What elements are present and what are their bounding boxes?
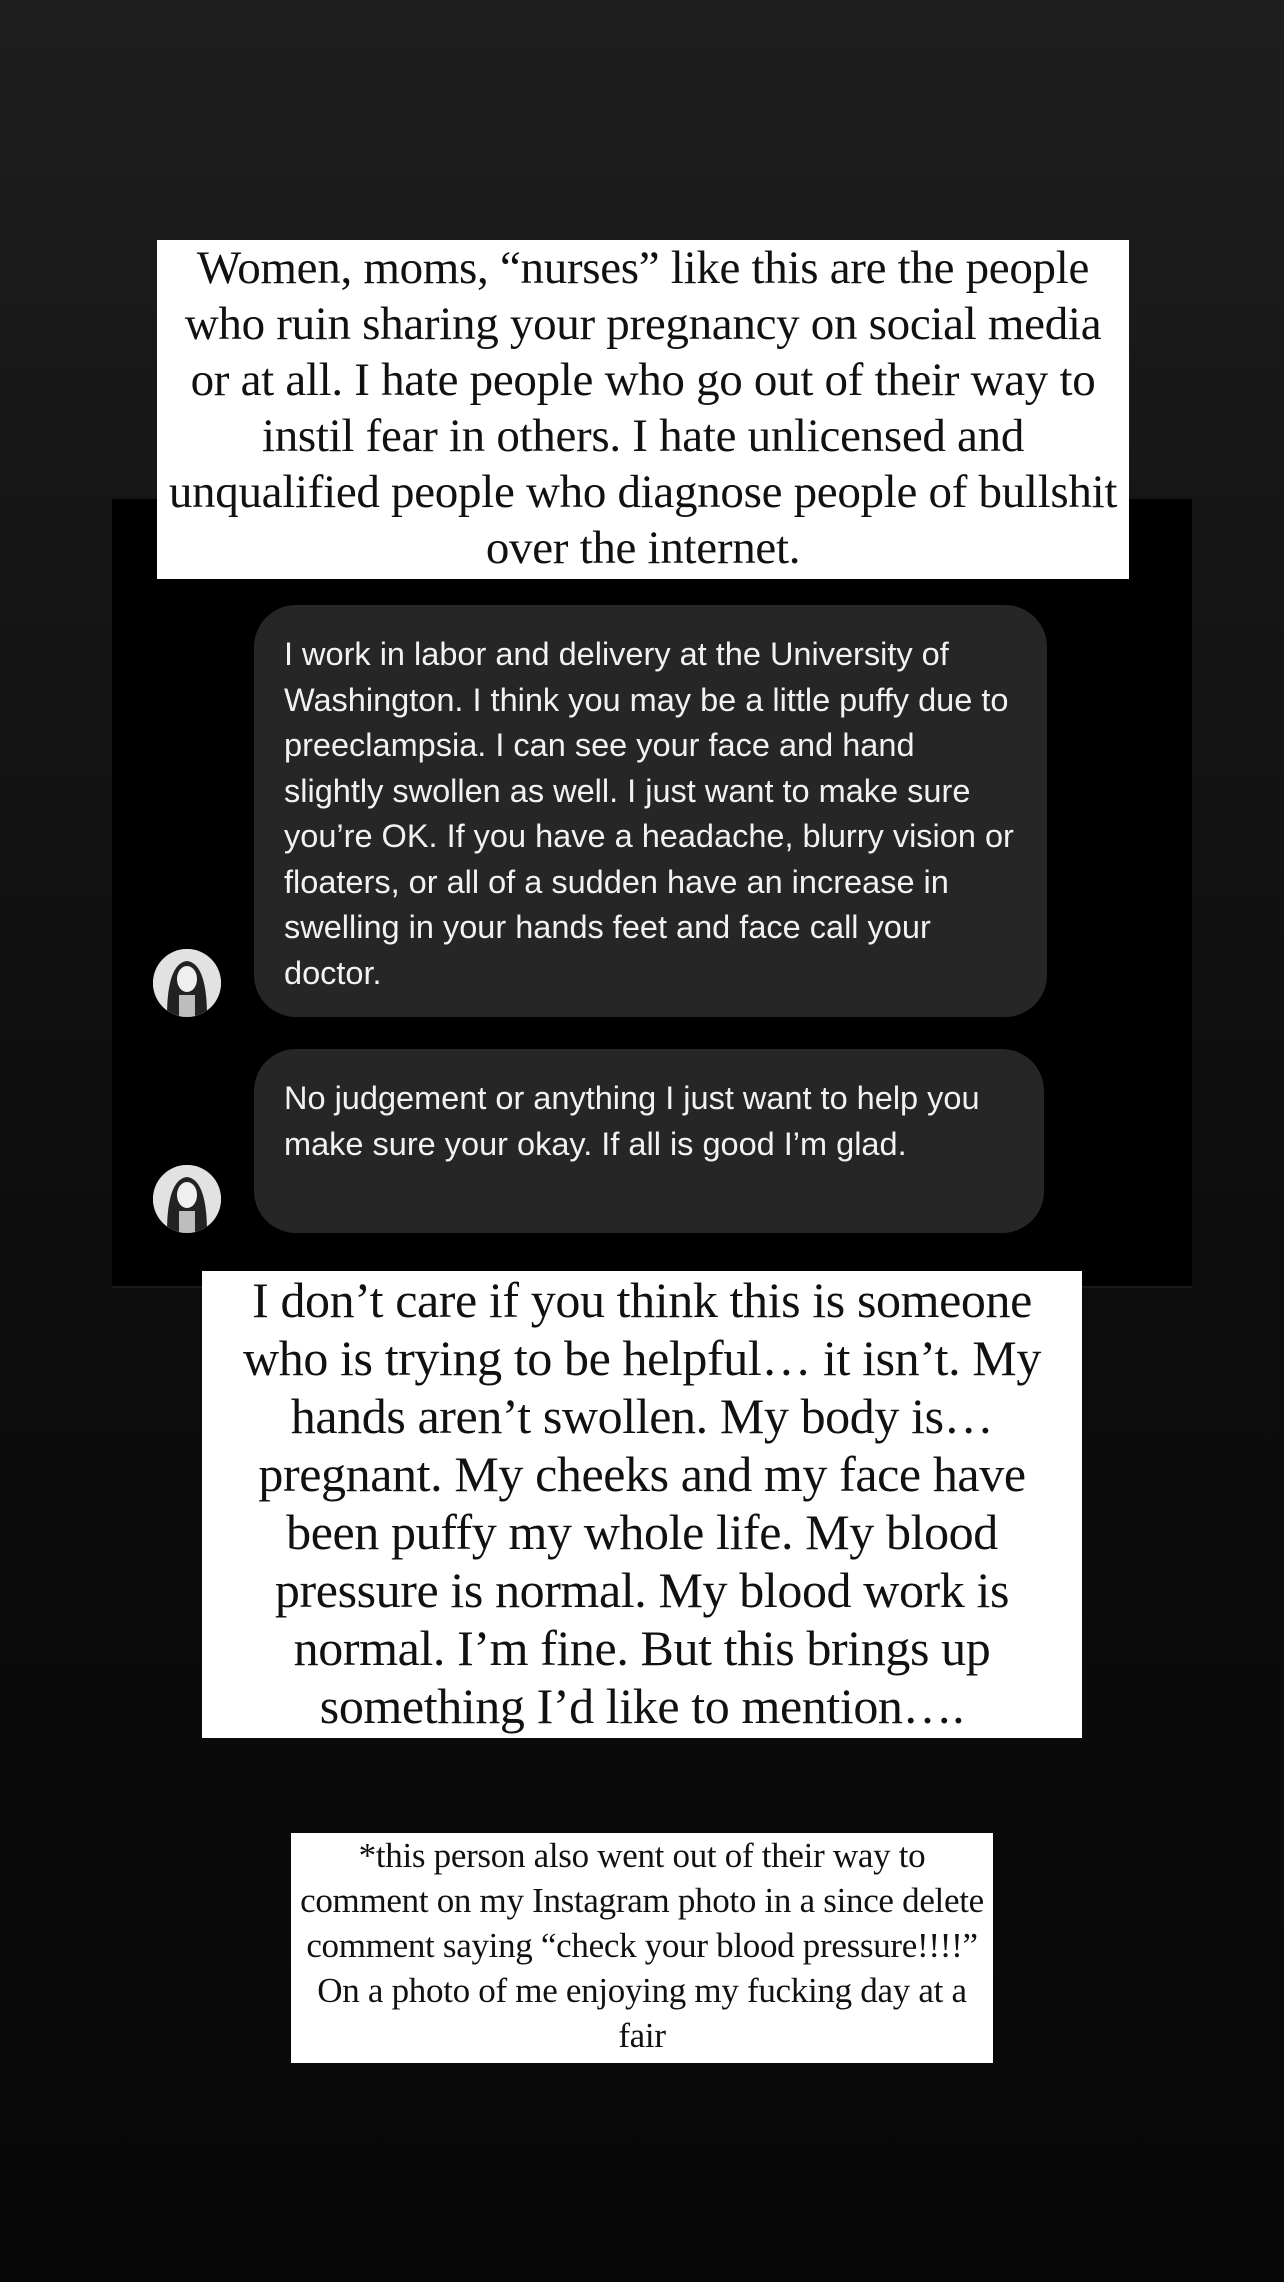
message-bubble: No judgement or anything I just want to help you make sure your okay. If all is good I’m glad.	[254, 1049, 1044, 1233]
avatar-icon	[153, 1165, 221, 1233]
direct-message-screenshot	[112, 499, 1192, 1288]
story-caption-top: Women, moms, “nurses” like this are the people who ruin sharing your pregnancy on social media or at all. I hate people who go out of their way to instil fear in others. I hate unlicensed and unqualified people who diagnose people of bullshit over the internet.	[157, 240, 1129, 579]
avatar-photo	[153, 949, 221, 1017]
avatar-icon	[153, 949, 221, 1017]
avatar-photo	[153, 1165, 221, 1233]
story-caption-bottom: *this person also went out of their way to comment on my Instagram photo in a since delete comment saying “check your blood pressure!!!!” On a photo of me enjoying my fucking day at a fair	[291, 1833, 993, 2063]
story-caption-middle: I don’t care if you think this is someone who is trying to be helpful… it isn’t. My hands aren’t swollen. My body is… pregnant. My cheeks and my face have been puffy my whole life. My blood pressure is normal. My blood work is normal. I’m fine. But this brings up something I’d like to mention….	[202, 1271, 1082, 1738]
message-bubble: I work in labor and delivery at the University of Washington. I think you may be a little puffy due to preeclampsia. I can see your face and hand slightly swollen as well. I just want to make sure you’re OK. If you have a headache, blurry vision or floaters, or all of a sudden have an increase in swelling in your hands feet and face call your doctor.	[254, 605, 1047, 1017]
